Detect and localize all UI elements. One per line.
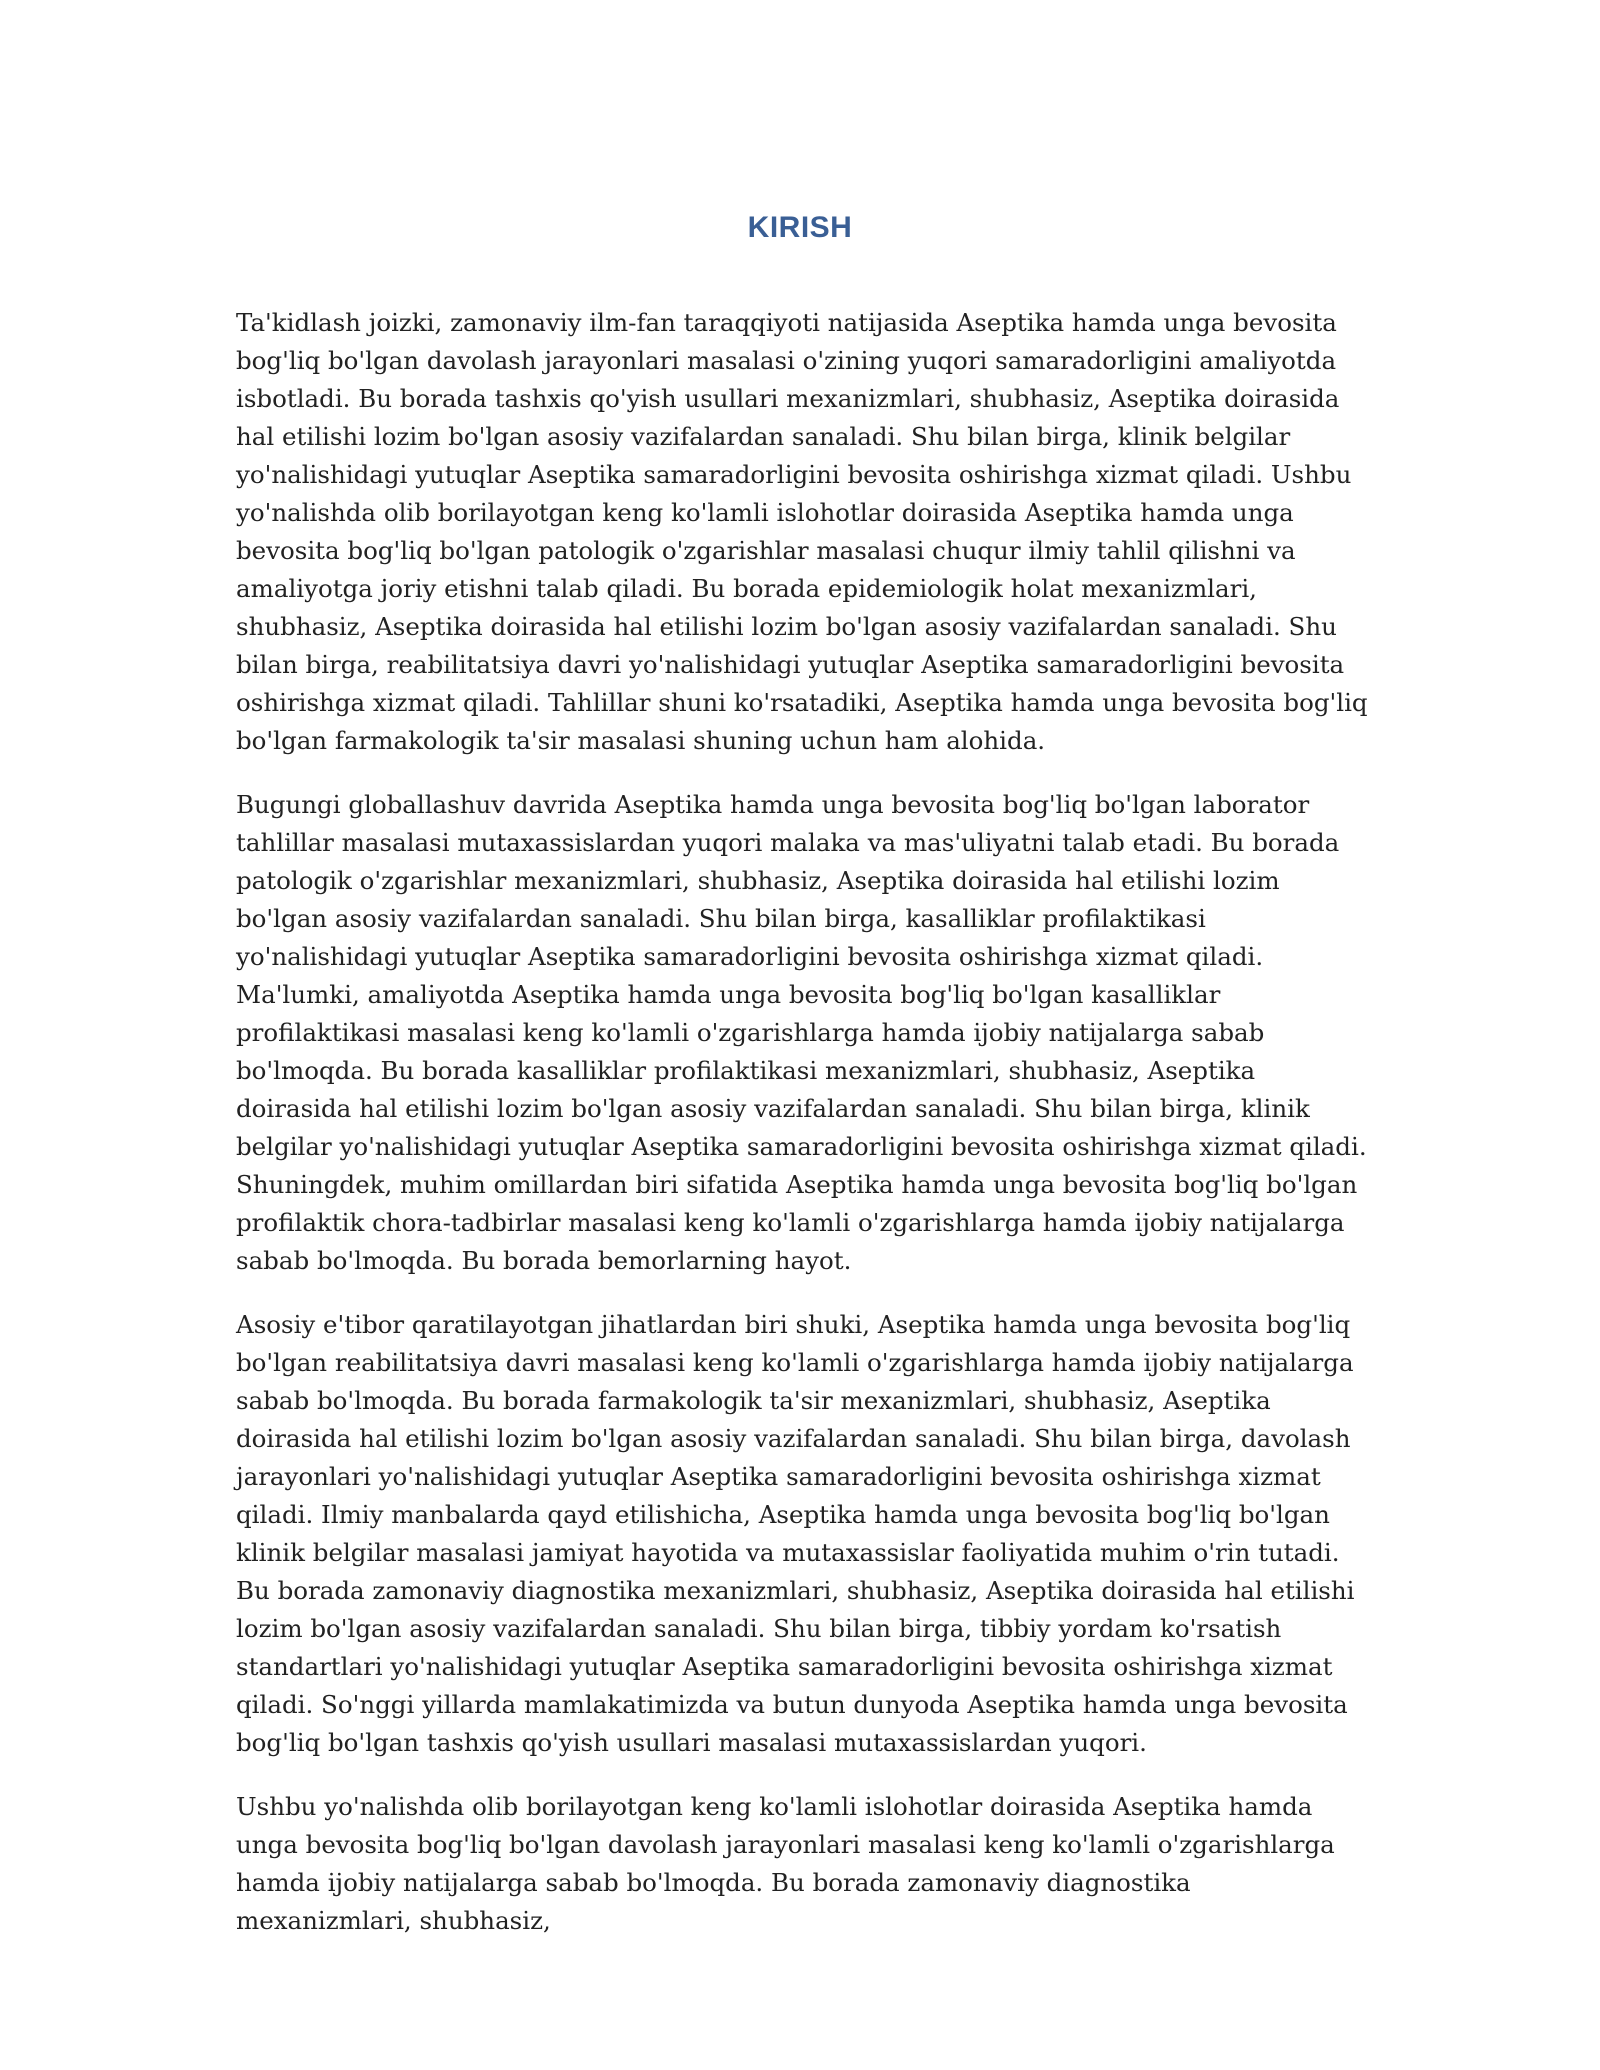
paragraph-4: Ushbu yo'nalishda olib borilayotgan keng ko'lamli islohotlar doirasida Aseptika hamda unga bevosita bog'liq bo'lgan davolash jarayonlari masalasi keng ko'lamli o'zgarishlarga hamda ijobiy natijalarga sabab bo'lmoqda. Bu borada zamonaviy diagnostika mexanizmlari, shubhasiz, bbox=[236, 1792, 1335, 1935]
document-body bbox=[236, 304, 1369, 1966]
paragraph-2: Bugungi globallashuv davrida Aseptika hamda unga bevosita bog'liq bo'lgan laborator tahlillar masalasi mutaxassislardan yuqori malaka va mas'uliyatni talab etadi. Bu borada patologik o'zgarishlar mexanizmlari, shubhasiz, Aseptika doirasida hal etilishi lozim bo'lgan asosiy vazifalardan sanaladi. Shu bilan birga, kasalliklar profilaktikasi yo'nalishidagi yutuqlar Aseptika samaradorligini bevosita oshirishga xizmat qiladi. Ma'lumki, amaliyotda Aseptika hamda unga bevosita bog'liq bo'lgan kasalliklar profilaktikasi masalasi keng ko'lamli o'zgarishlarga hamda ijobiy natijalarga sabab bo'lmoqda. Bu borada kasalliklar profilaktikasi mexanizmlari, shubhasiz, Aseptika doirasida hal etilishi lozim bo'lgan asosiy vazifalardan sanaladi. Shu bilan birga, klinik belgilar yo'nalishidagi yutuqlar Aseptika samaradorligini bevosita oshirishga xizmat qiladi. Shuningdek, muhim omillardan biri sifatida Aseptika hamda unga bevosita bog'liq bo'lgan profilaktik chora-tadbirlar masalasi keng ko'lamli o'zgarishlarga hamda ijobiy natijalarga sabab bo'lmoqda. Bu borada bemorlarning hayot. bbox=[236, 790, 1367, 1275]
paragraph-3: Asosiy e'tibor qaratilayotgan jihatlardan biri shuki, Aseptika hamda unga bevosita bog'liq bo'lgan reabilitatsiya davri masalasi keng ko'lamli o'zgarishlarga hamda ijobiy natijalarga sabab bo'lmoqda. Bu borada farmakologik ta'sir mexanizmlari, shubhasiz, Aseptika doirasida hal etilishi lozim bo'lgan asosiy vazifalardan sanaladi. Shu bilan birga, davolash jarayonlari yo'nalishidagi yutuqlar Aseptika samaradorligini bevosita oshirishga xizmat qiladi. Ilmiy manbalarda qayd etilishicha, Aseptika hamda unga bevosita bog'liq bo'lgan klinik belgilar masalasi jamiyat hayotida va mutaxassislar faoliyatida muhim o'rin tutadi. Bu borada zamonaviy diagnostika mexanizmlari, shubhasiz, Aseptika doirasida hal etilishi lozim bo'lgan asosiy vazifalardan sanaladi. Shu bilan birga, tibbiy yordam ko'rsatish standartlari yo'nalishidagi yutuqlar Aseptika samaradorligini bevosita oshirishga xizmat qiladi. So'nggi yillarda mamlakatimizda va butun dunyoda Aseptika hamda unga bevosita bog'liq bo'lgan tashxis qo'yish usullari masalasi mutaxassislardan yuqori. bbox=[236, 1310, 1355, 1757]
paragraph-1: Ta'kidlash joizki, zamonaviy ilm-fan taraqqiyoti natijasida Aseptika hamda unga bevosita bog'liq bo'lgan davolash jarayonlari masalasi o'zining yuqori samaradorligini amaliyotda isbotladi. Bu borada tashxis qo'yish usullari mexanizmlari, shubhasiz, Aseptika doirasida hal etilishi lozim bo'lgan asosiy vazifalardan sanaladi. Shu bilan birga, klinik belgilar yo'nalishidagi yutuqlar Aseptika samaradorligini bevosita oshirishga xizmat qiladi. Ushbu yo'nalishda olib borilayotgan keng ko'lamli islohotlar doirasida Aseptika hamda unga bevosita bog'liq bo'lgan patologik o'zgarishlar masalasi chuqur ilmiy tahlil qilishni va amaliyotga joriy etishni talab qiladi. Bu borada epidemiologik holat mexanizmlari, shubhasiz, Aseptika doirasida hal etilishi lozim bo'lgan asosiy vazifalardan sanaladi. Shu bilan birga, reabilitatsiya davri yo'nalishidagi yutuqlar Aseptika samaradorligini bevosita oshirishga xizmat qiladi. Tahlillar shuni ko'rsatadiki, Aseptika hamda unga bevosita bog'liq bo'lgan farmakologik ta'sir masalasi shuning uchun ham alohida. bbox=[236, 308, 1368, 755]
page-title: KIRISH bbox=[747, 211, 853, 245]
